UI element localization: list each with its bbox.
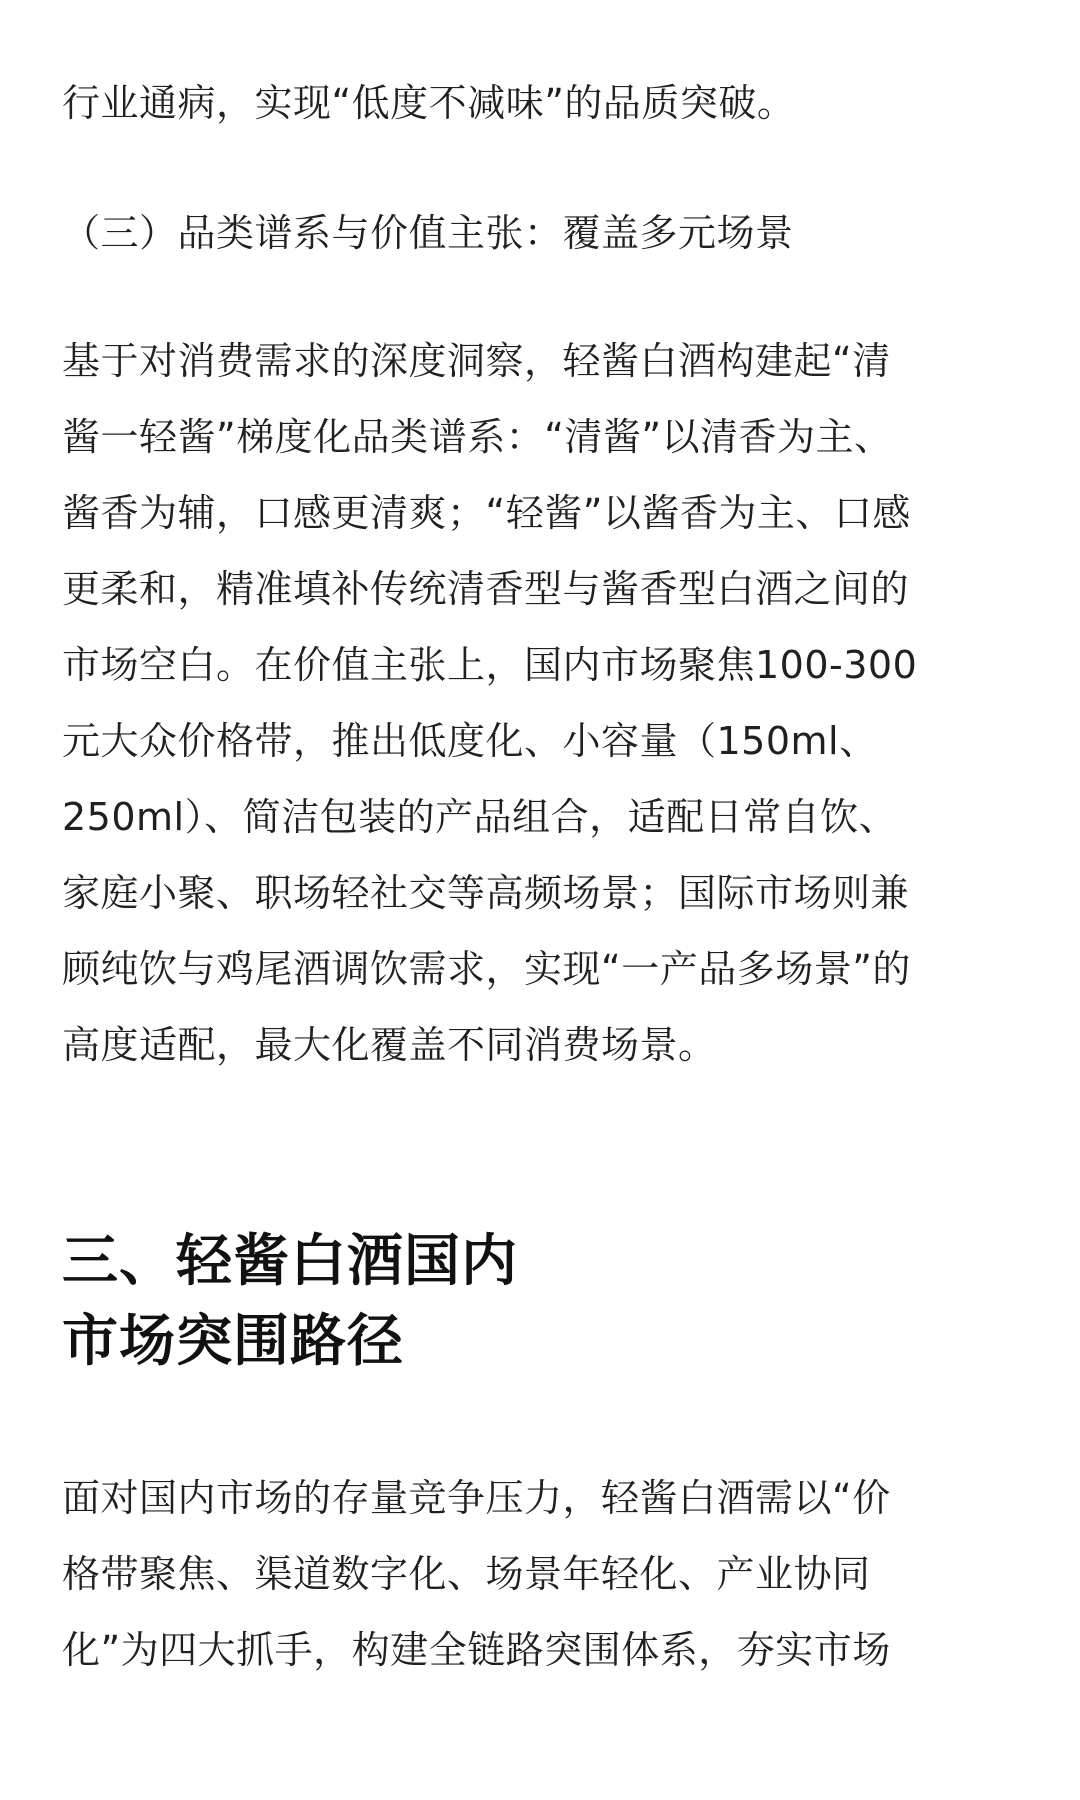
paragraph-line: 高度适配，最大化覆盖不同消费场景。 xyxy=(62,1023,717,1067)
paragraph-line: 家庭小聚、职场轻社交等高频场景；国际市场则兼 xyxy=(62,871,910,915)
subheading-text: （三）品类谱系与价值主张：覆盖多元场景 xyxy=(62,211,794,255)
paragraph-line: 元大众价格带，推出低度化、小容量（150ml、 xyxy=(62,719,878,763)
paragraph-category xyxy=(62,323,1022,1083)
paragraph-line: 行业通病，实现“低度不减味”的品质突破。 xyxy=(62,81,796,125)
paragraph-domestic xyxy=(62,1460,1022,1688)
paragraph-line: 酱香为辅，口感更清爽；“轻酱”以酱香为主、口感 xyxy=(62,491,911,535)
paragraph-line: 化”为四大抓手，构建全链路突围体系，夯实市场 xyxy=(62,1628,891,1672)
paragraph-line: 酱一轻酱”梯度化品类谱系：“清酱”以清香为主、 xyxy=(62,415,893,459)
section-heading-line: 市场突围路径 xyxy=(62,1309,404,1374)
paragraph-line: 格带聚焦、渠道数字化、场景年轻化、产业协同 xyxy=(62,1552,871,1596)
subheading xyxy=(62,195,1022,271)
section-heading-line: 三、轻酱白酒国内 xyxy=(62,1229,518,1294)
paragraph-line: 顾纯饮与鸡尾酒调饮需求，实现“一产品多场景”的 xyxy=(62,947,911,991)
paragraph-line: 更柔和，精准填补传统清香型与酱香型白酒之间的 xyxy=(62,567,910,611)
paragraph-line: 面对国内市场的存量竞争压力，轻酱白酒需以“价 xyxy=(62,1476,891,1520)
paragraph-intro-end xyxy=(62,65,1022,141)
paragraph-line: 市场空白。在价值主张上，国内市场聚焦100-300 xyxy=(62,643,918,687)
paragraph-line: 基于对消费需求的深度洞察，轻酱白酒构建起“清 xyxy=(62,339,891,383)
section-heading xyxy=(62,1222,1022,1382)
paragraph-line: 250ml）、简洁包装的产品组合，适配日常自饮、 xyxy=(62,795,898,839)
